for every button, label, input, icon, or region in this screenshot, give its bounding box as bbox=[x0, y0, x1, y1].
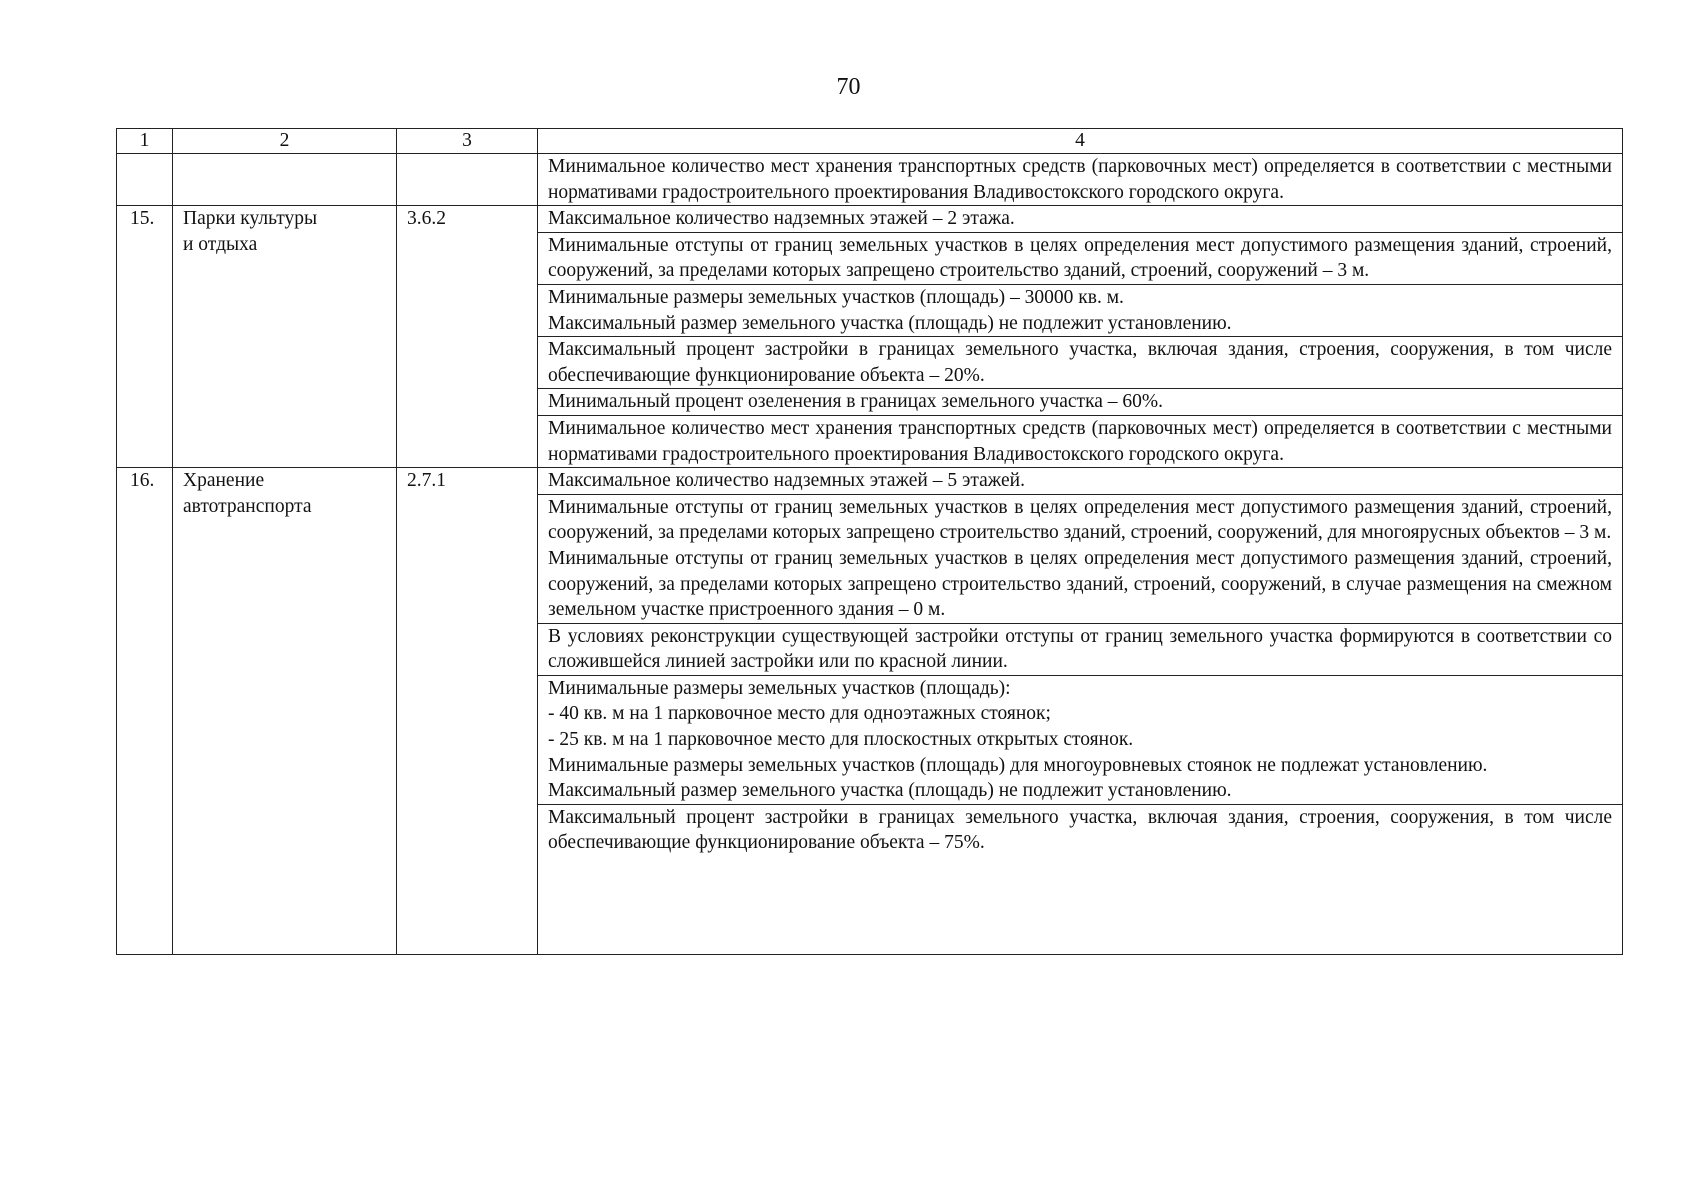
param-cell: Минимальное количество мест хранения транспортных средств (парковочных мест) определяется в соответствии с местными нормативами градостроительного проектирования Владивостокского городского округа. bbox=[538, 154, 1623, 206]
param-cell bbox=[538, 494, 1623, 623]
use-type-line: Парки культуры bbox=[183, 208, 318, 230]
use-type-name bbox=[173, 206, 397, 468]
header-col-4: 4 bbox=[538, 129, 1623, 154]
param-cell: Минимальные отступы от границ земельных участков в целях определения мест допустимого размещения зданий, строений, сооружений, за пределами которых запрещено строительство зданий, строений, сооружений – 3 м. bbox=[538, 232, 1623, 284]
row-number: 15. bbox=[117, 206, 173, 468]
use-type-line: автотранспорта bbox=[183, 495, 312, 517]
header-col-3: 3 bbox=[397, 129, 538, 154]
header-row bbox=[117, 129, 1623, 154]
param-line: Минимальные размеры земельных участков (площадь) – 30000 кв. м. bbox=[548, 286, 1124, 308]
use-type-code: 3.6.2 bbox=[397, 206, 538, 468]
param-cell: Максимальное количество надземных этажей – 5 этажей. bbox=[538, 468, 1623, 495]
param-cell bbox=[538, 675, 1623, 804]
param-cell bbox=[538, 284, 1623, 336]
table-row-15 bbox=[117, 206, 1623, 233]
param-line: Минимальные отступы от границ земельных участков в целях определения мест допустимого размещения зданий, строений, сооружений, за пределами которых запрещено строительство зданий, строений, сооружений, в случае размещения на смежном земельном участке пристроенного здания – 0 м. bbox=[548, 547, 1612, 621]
regulations-table bbox=[116, 128, 1623, 955]
param-line: Максимальный размер земельного участка (площадь) не подлежит установлению. bbox=[548, 780, 1232, 802]
empty-cell bbox=[117, 154, 173, 206]
param-line: Минимальные размеры земельных участков (площадь): bbox=[548, 677, 1011, 699]
param-cell: Минимальный процент озеленения в границах земельного участка – 60%. bbox=[538, 389, 1623, 416]
empty-cell bbox=[397, 154, 538, 206]
param-cell: В условиях реконструкции существующей застройки отступы от границ земельного участка формируются в соответствии со сложившейся линией застройки или по красной линии. bbox=[538, 623, 1623, 675]
page-number: 70 bbox=[836, 74, 861, 100]
row-number: 16. bbox=[117, 468, 173, 955]
param-line: Максимальный размер земельного участка (площадь) не подлежит установлению. bbox=[548, 312, 1232, 334]
header-col-1: 1 bbox=[117, 129, 173, 154]
param-line: - 25 кв. м на 1 парковочное место для плоскостных открытых стоянок. bbox=[548, 729, 1134, 751]
param-line: Минимальные отступы от границ земельных участков в целях определения мест допустимого размещения зданий, строений, сооружений, за пределами которых запрещено строительство зданий, строений, сооружений, для многоярусных объектов – 3 м. bbox=[548, 496, 1612, 544]
param-cell: Минимальное количество мест хранения транспортных средств (парковочных мест) определяется в соответствии с местными нормативами градостроительного проектирования Владивостокского городского округа. bbox=[538, 415, 1623, 467]
empty-cell bbox=[173, 154, 397, 206]
param-cell: Максимальный процент застройки в границах земельного участка, включая здания, строения, сооружения, в том числе обеспечивающие функционирование объекта – 20%. bbox=[538, 337, 1623, 389]
table-row-16 bbox=[117, 468, 1623, 495]
header-col-2: 2 bbox=[173, 129, 397, 154]
use-type-line: и отдыха bbox=[183, 233, 258, 255]
continuation-row bbox=[117, 154, 1623, 206]
param-line: Минимальные размеры земельных участков (площадь) для многоуровневых стоянок не подлежат установлению. bbox=[548, 754, 1488, 776]
param-cell: Максимальное количество надземных этажей – 2 этажа. bbox=[538, 206, 1623, 233]
use-type-line: Хранение bbox=[183, 470, 265, 492]
param-cell: Максимальный процент застройки в границах земельного участка, включая здания, строения, сооружения, в том числе обеспечивающие функционирование объекта – 75%. bbox=[538, 804, 1623, 954]
param-line: - 40 кв. м на 1 парковочное место для одноэтажных стоянок; bbox=[548, 703, 1051, 725]
use-type-name bbox=[173, 468, 397, 955]
use-type-code: 2.7.1 bbox=[397, 468, 538, 955]
